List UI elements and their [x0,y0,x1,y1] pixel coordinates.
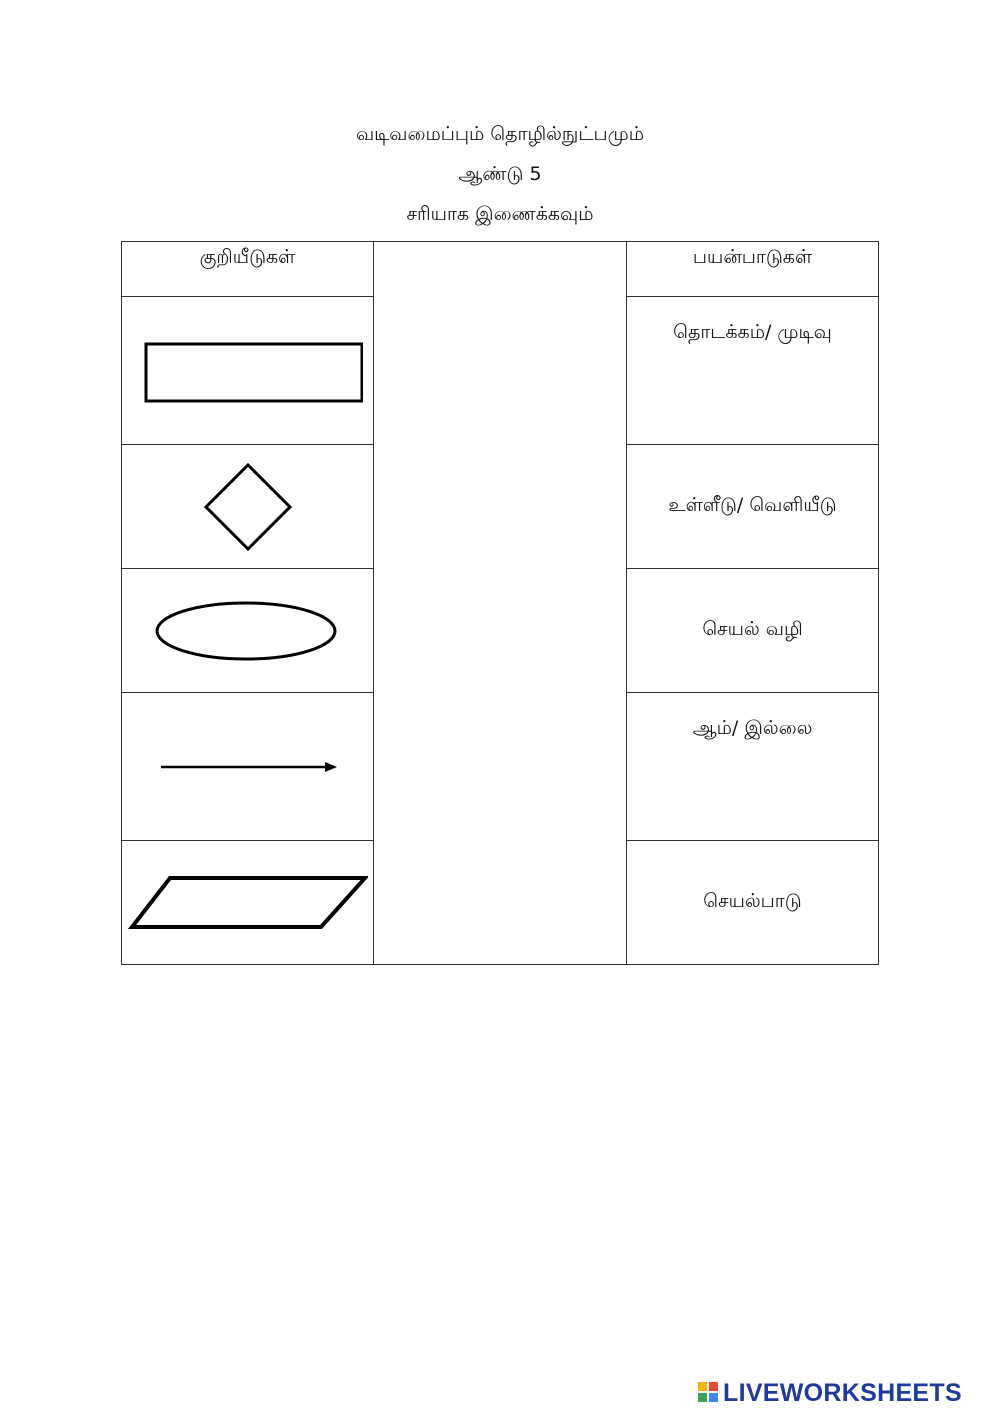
rectangle-icon [133,336,363,406]
use-cell[interactable]: செயல் வழி [627,569,879,693]
use-cell[interactable]: உள்ளீடு/ வெளியீடு [627,445,879,569]
oval-icon [153,599,343,663]
symbol-cell[interactable] [122,841,374,965]
use-cell[interactable]: ஆம்/ இல்லை [627,693,879,841]
brand-icon [698,1382,720,1404]
worksheet-title: வடிவமைப்பும் தொழில்நுட்பமும் [356,123,644,145]
uses-column-header: பயன்பாடுகள் [627,242,879,297]
use-cell[interactable]: செயல்பாடு [627,841,879,965]
parallelogram-icon [128,873,368,933]
table-header-row [122,242,879,297]
matching-table [121,241,879,965]
symbol-cell[interactable] [122,445,374,569]
symbol-cell[interactable] [122,297,374,445]
symbol-cell[interactable] [122,693,374,841]
symbols-column-header: குறியீடுகள் [122,242,374,297]
liveworksheets-logo [698,1378,962,1408]
diamond-icon [198,462,298,552]
brand-name: LIVEWORKSHEETS [723,1378,962,1407]
matching-area[interactable] [374,242,627,965]
use-cell[interactable]: தொடக்கம்/ முடிவு [627,297,879,445]
grade-label: ஆண்டு 5 [458,163,542,185]
symbol-cell[interactable] [122,569,374,693]
arrow-icon [153,752,343,782]
instruction-text: சரியாக இணைக்கவும் [406,203,594,225]
